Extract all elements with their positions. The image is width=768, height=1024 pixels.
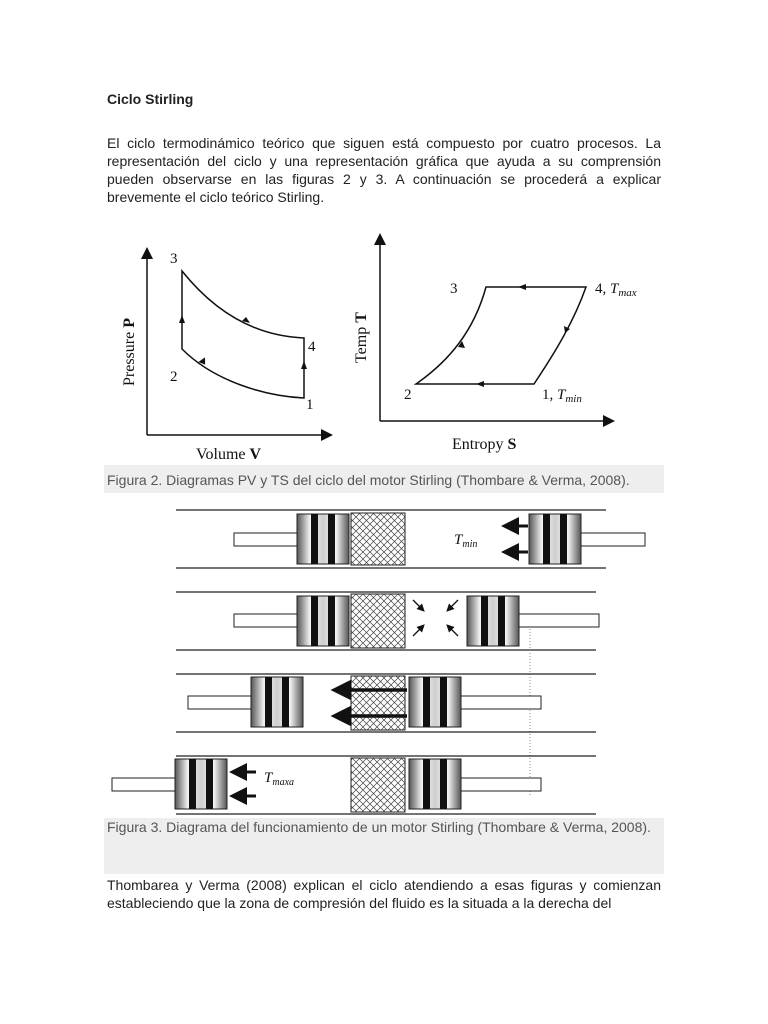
power-piston (529, 514, 581, 564)
intro-paragraph: El ciclo termodinámico teórico que siguen está compuesto por cuatro procesos. La representación del ciclo y una representación gráfica que ayuda a su comprensión pueden observarse en las figuras 2 y 3. A continuación se procederá a explicar brevemente el ciclo teórico Stirling. (107, 135, 661, 205)
section-heading: Ciclo Stirling (107, 91, 194, 107)
pv-xlabel: Volume V (196, 446, 262, 463)
stirling-operation-diagram (104, 496, 664, 818)
tmaxa-label: $T_{maxa}$ (264, 770, 295, 788)
pv-point-1: 1 (306, 397, 314, 413)
pv-ylabel: Pressure P (121, 318, 138, 386)
ts-point-3: 3 (450, 281, 458, 297)
ts-point-1: 1, $T_{min}$ (542, 387, 582, 405)
regenerator (351, 513, 405, 565)
pv-point-3: 3 (170, 251, 178, 267)
pv-ts-diagram (104, 231, 664, 465)
ts-ylabel: Temp T (353, 312, 370, 363)
ts-point-2: 2 (404, 387, 412, 403)
tmin-label: $T_{min}$ (454, 532, 478, 550)
figure-3 (104, 496, 664, 874)
ts-point-4: 4, $T_{max}$ (595, 281, 637, 299)
pv-point-4: 4 (308, 339, 316, 355)
figure-2 (104, 231, 664, 493)
pv-point-2: 2 (170, 369, 178, 385)
figure-2-caption: Figura 2. Diagramas PV y TS del ciclo del motor Stirling (Thombare & Verma, 2008). (107, 472, 630, 488)
figure-3-caption: Figura 3. Diagrama del funcionamiento de un motor Stirling (Thombare & Verma, 2008). (107, 819, 651, 835)
ts-xlabel: Entropy S (452, 436, 517, 453)
continuation-paragraph: Thombarea y Verma (2008) explican el ciclo atendiendo a esas figuras y comienzan estableciendo que la zona de compresión del fluido es la situada a la derecha del (107, 877, 661, 911)
displacer-piston (297, 514, 349, 564)
